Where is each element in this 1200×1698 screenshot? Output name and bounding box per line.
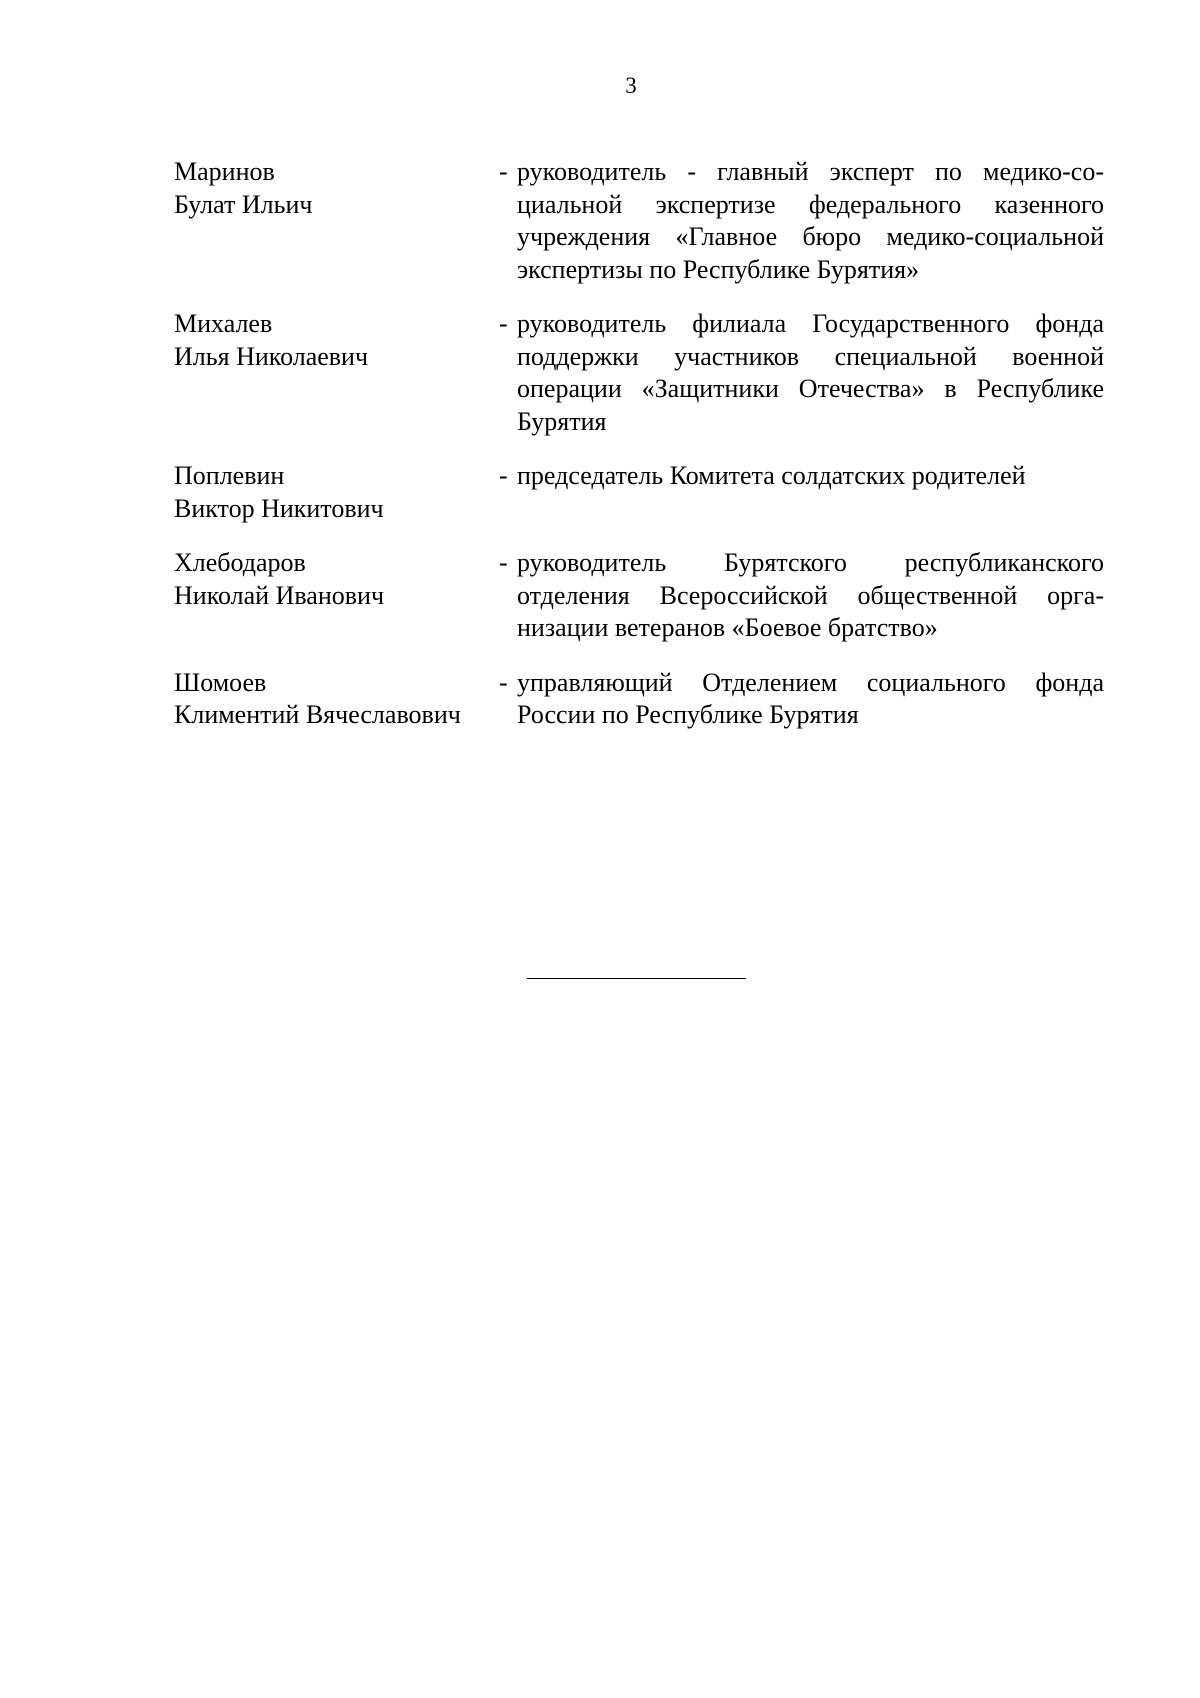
member-given-names: Булат Ильич xyxy=(174,189,313,219)
member-role: управляющий Отделением социального фонда России по Республике Бурятия xyxy=(517,667,1104,729)
member-name xyxy=(174,547,499,612)
members-list xyxy=(174,156,1104,754)
member-given-names: Илья Николаевич xyxy=(174,341,369,371)
list-item xyxy=(174,308,1104,438)
member-name xyxy=(174,667,499,732)
member-name xyxy=(174,460,499,525)
member-role: руководитель Бурятского республиканского отделения Всероссийской общественной организации ветеранов «Боевое братство» xyxy=(517,548,1104,642)
member-name xyxy=(174,156,499,221)
member-surname: Маринов xyxy=(174,157,275,186)
member-role: председатель Комитета солдатских родителей xyxy=(517,461,1026,490)
member-role: руководитель филиала Государственного фонда поддержки участников специальной военной операции «Защитники Отечества» в Республике Бурятия xyxy=(517,309,1104,436)
list-item xyxy=(174,156,1104,286)
page-number: 3 xyxy=(625,73,637,98)
member-given-names: Климентий Вячеславович xyxy=(174,700,461,729)
member-surname: Шомоев xyxy=(174,667,267,697)
member-surname: Хлебодаров xyxy=(174,548,306,577)
member-given-names: Виктор Никитович xyxy=(174,493,384,523)
dash-separator: - xyxy=(499,157,508,186)
end-of-list-rule xyxy=(527,978,746,979)
list-item xyxy=(174,460,1104,525)
dash-separator: - xyxy=(499,309,508,338)
member-surname: Поплевин xyxy=(174,461,285,490)
member-surname: Михалев xyxy=(174,309,273,338)
list-item xyxy=(174,547,1104,645)
member-role: руководитель - главный эксперт по медико-социальной экспертизе федерального казенного учреждения «Главное бюро медико-социальной экспертизы по Республике Бурятия» xyxy=(517,157,1104,284)
dash-separator: - xyxy=(499,667,508,697)
dash-separator: - xyxy=(499,548,508,577)
dash-separator: - xyxy=(499,461,508,490)
list-item xyxy=(174,667,1104,732)
member-given-names: Николай Иванович xyxy=(174,580,385,610)
member-name xyxy=(174,308,499,373)
